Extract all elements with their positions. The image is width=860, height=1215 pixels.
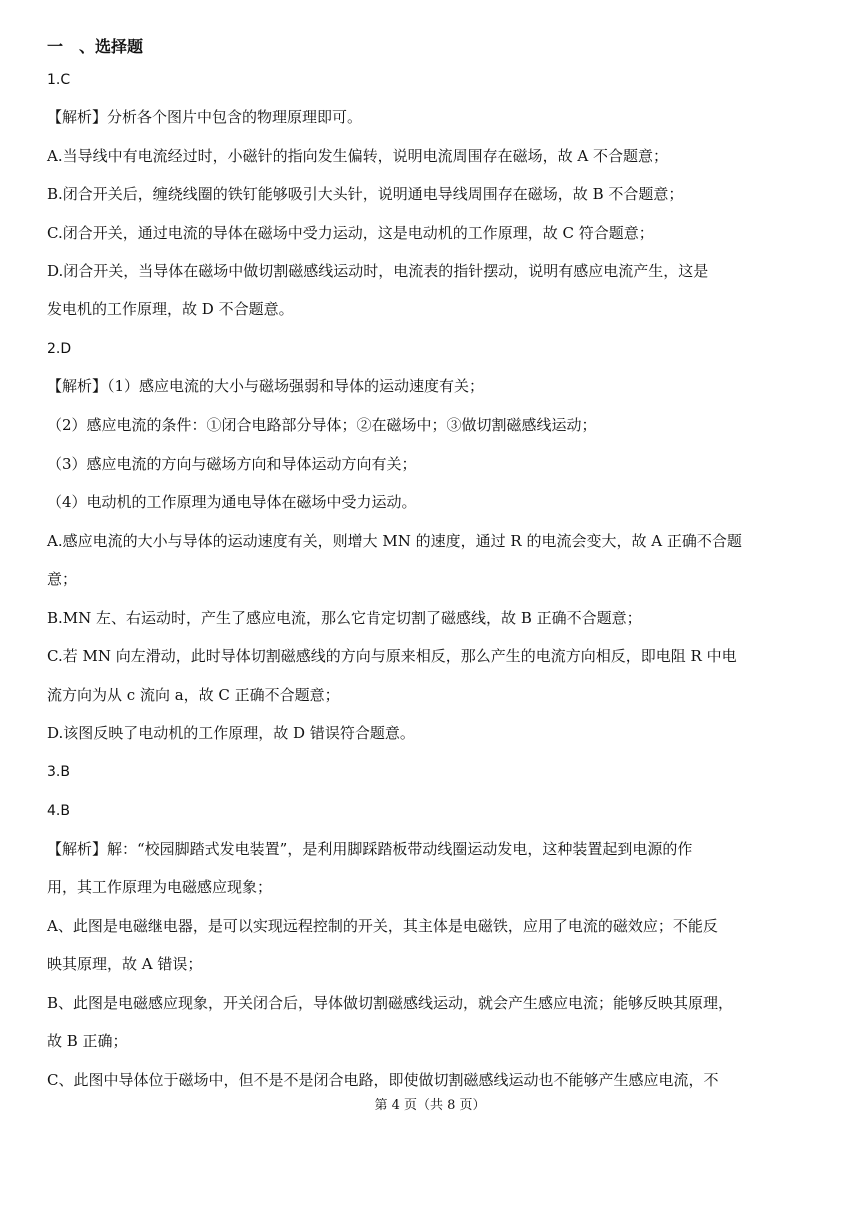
explanation-q4-option-a-cont: 映其原理，故 A 错误； <box>47 955 203 973</box>
explanation-q2-option-c: C.若 MN 向左滑动，此时导体切割磁感线的方向与原来相反，那么产生的电流方向相反，即电阻 R 中电 <box>47 647 737 665</box>
explanation-q2-option-b: B.MN 左、右运动时，产生了感应电流，那么它肯定切割了磁感线，故 B 正确不合题意； <box>47 609 642 627</box>
explanation-q1-option-d: D.闭合开关，当导体在磁场中做切割磁感线运动时，电流表的指针摆动，说明有感应电流产生，这是 <box>47 262 709 280</box>
explanation-q1-option-d-cont: 发电机的工作原理，故 D 不合题意。 <box>47 300 294 318</box>
section-title: 一 、选择题 <box>47 37 144 56</box>
explanation-q4-option-c: C、此图中导体位于磁场中，但不是不是闭合电路，即使做切割磁感线运动也不能够产生感应电流，不 <box>47 1071 719 1089</box>
explanation-q2-option-d: D.该图反映了电动机的工作原理，故 D 错误符合题意。 <box>47 724 415 742</box>
answer-q4: 4.B <box>47 803 70 819</box>
explanation-q2-point-3: （3）感应电流的方向与磁场方向和导体运动方向有关； <box>47 455 417 473</box>
explanation-q2-point-4: （4）电动机的工作原理为通电导体在磁场中受力运动。 <box>47 493 417 511</box>
answer-q1: 1.C <box>47 72 71 88</box>
explanation-q1-option-a: A.当导线中有电流经过时，小磁针的指向发生偏转，说明电流周围存在磁场，故 A 不合题意； <box>47 147 668 165</box>
explanation-q1-option-c: C.闭合开关，通过电流的导体在磁场中受力运动，这是电动机的工作原理，故 C 符合题意； <box>47 224 654 242</box>
answer-q2: 2.D <box>47 341 72 357</box>
explanation-q2-point-2: （2）感应电流的条件：①闭合电路部分导体；②在磁场中；③做切割磁感线运动； <box>47 416 597 434</box>
explanation-q2-option-a: A.感应电流的大小与导体的运动速度有关，则增大 MN 的速度，通过 R 的电流会变大，故 A 正确不合题 <box>47 532 742 550</box>
explanation-q2-point-1: 【解析】（1）感应电流的大小与磁场强弱和导体的运动速度有关； <box>47 377 485 395</box>
page-number-footer: 第 4 页（共 8 页） <box>374 1098 486 1113</box>
explanation-q2-option-a-cont: 意； <box>47 570 78 588</box>
answer-q3: 3.B <box>47 764 70 780</box>
explanation-q1-intro: 【解析】分析各个图片中包含的物理原理即可。 <box>47 108 363 126</box>
explanation-q4-intro: 【解析】解：“校园脚踏式发电装置”，是利用脚踩踏板带动线圈运动发电，这种装置起到电源的作 <box>47 840 693 858</box>
explanation-q2-option-c-cont: 流方向为从 c 流向 a，故 C 正确不合题意； <box>47 686 340 704</box>
explanation-q4-option-a: A、此图是电磁继电器，是可以实现远程控制的开关，其主体是电磁铁，应用了电流的磁效应；不能反 <box>47 917 718 935</box>
explanation-q4-intro-cont: 用，其工作原理为电磁感应现象； <box>47 878 273 896</box>
explanation-q4-option-b-cont: 故 B 正确； <box>47 1032 128 1050</box>
explanation-q4-option-b: B、此图是电磁感应现象，开关闭合后，导体做切割磁感线运动，就会产生感应电流；能够反映其原理， <box>47 994 734 1012</box>
explanation-q1-option-b: B.闭合开关后，缠绕线圈的铁钉能够吸引大头针，说明通电导线周围存在磁场，故 B 不合题意； <box>47 185 684 203</box>
